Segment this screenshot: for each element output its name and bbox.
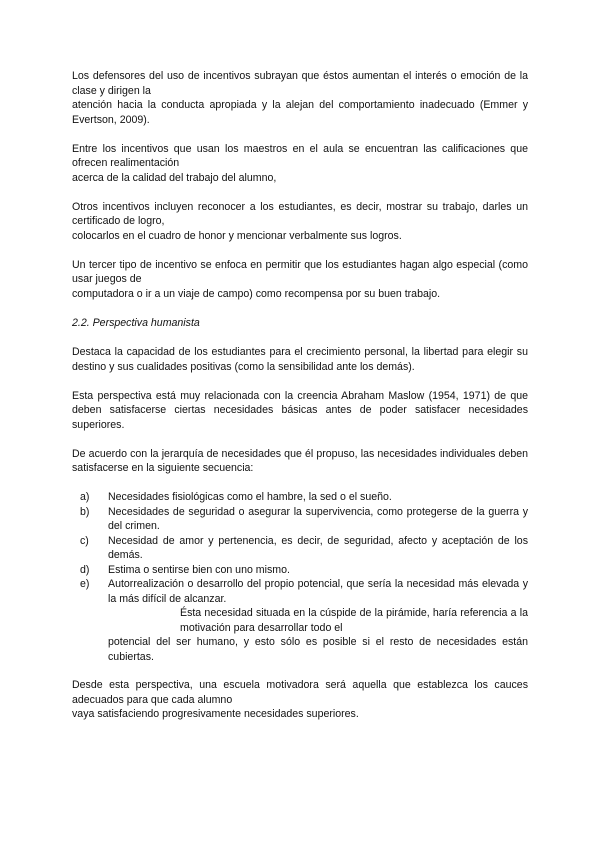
paragraph-line: computadora o ir a un viaje de campo) como recompensa por su buen trabajo. xyxy=(72,287,441,300)
paragraph-line: Otros incentivos incluyen reconocer a los estudiantes, es decir, mostrar su trabajo, darles un certificado de logro, xyxy=(72,200,528,227)
list-item-text: Necesidad de amor y pertenencia, es decir, de seguridad, afecto y aceptación de los demás. xyxy=(108,534,528,561)
list-item xyxy=(72,505,528,534)
list-marker: d) xyxy=(80,563,90,576)
paragraph-line: Entre los incentivos que usan los maestros en el aula se encuentran las calificaciones que ofrecen realimentación xyxy=(72,142,528,169)
paragraph-humanist-capacity xyxy=(72,345,528,374)
list-item xyxy=(72,534,528,563)
paragraph-line: colocarlos en el cuadro de honor y mencionar verbalmente sus logros. xyxy=(72,229,402,242)
paragraph-line: Ésta necesidad situada en la cúspide de la pirámide, haría referencia a la motivación para desarrollar todo el xyxy=(180,607,528,634)
list-marker: e) xyxy=(80,578,90,590)
paragraph-grades-incentives xyxy=(72,142,528,186)
paragraph-third-incentive xyxy=(72,258,528,302)
list-item-continuation xyxy=(108,606,528,664)
list-item-text: Necesidades de seguridad o asegurar la supervivencia, como protegerse de la guerra y del crimen. xyxy=(108,505,528,532)
paragraph-recognition-incentives xyxy=(72,200,528,244)
paragraph-text: De acuerdo con la jerarquía de necesidades que él propuso, las necesidades individuales deben satisfacerse en la siguiente secuencia: xyxy=(72,447,528,474)
list-marker: b) xyxy=(80,505,90,518)
list-item-text: Estima o sentirse bien con uno mismo. xyxy=(108,563,290,576)
list-item-text: Autorrealización o desarrollo del propio potencial, que sería la necesidad más elevada y la más difícil de alcanzar. xyxy=(108,578,528,605)
paragraph-text: Destaca la capacidad de los estudiantes para el crecimiento personal, la libertad para elegir su destino y sus cualidades positivas (como la sensibilidad ante los demás). xyxy=(72,346,528,373)
list-item xyxy=(72,577,528,664)
paragraph-hierarchy xyxy=(72,447,528,476)
paragraph-line: vaya satisfaciendo progresivamente necesidades superiores. xyxy=(72,708,359,720)
paragraph-text: Esta perspectiva está muy relacionada con la creencia Abraham Maslow (1954, 1971) de que deben satisfacerse ciertas necesidades básicas antes de poder satisfacer necesidades superiores. xyxy=(72,389,528,431)
paragraph-line: Los defensores del uso de incentivos subrayan que éstos aumentan el interés o emoción de la clase y dirigen la xyxy=(72,70,528,97)
paragraph-maslow xyxy=(72,389,528,433)
paragraph-motivating-school xyxy=(72,678,528,722)
section-heading: 2.2. Perspectiva humanista xyxy=(72,316,200,329)
paragraph-line: atención hacia la conducta apropiada y la alejan del comportamiento inadecuado (Emmer y Evertson, 2009). xyxy=(72,99,528,126)
needs-list xyxy=(72,490,528,664)
paragraph-line: Un tercer tipo de incentivo se enfoca en permitir que los estudiantes hagan algo especial (como usar juegos de xyxy=(72,258,528,285)
list-item xyxy=(72,490,528,505)
paragraph-incentives-defenders xyxy=(72,69,528,127)
paragraph-line: acerca de la calidad del trabajo del alumno, xyxy=(72,171,277,184)
list-item xyxy=(72,563,528,578)
paragraph-line: potencial del ser humano, y esto sólo es posible si el resto de necesidades están cubiertas. xyxy=(108,636,528,663)
list-marker: a) xyxy=(80,491,90,503)
paragraph-line: Desde esta perspectiva, una escuela motivadora será aquella que establezca los cauces adecuados para que cada alumno xyxy=(72,679,528,706)
list-marker: c) xyxy=(80,534,89,547)
list-item-text: Necesidades fisiológicas como el hambre, la sed o el sueño. xyxy=(108,491,392,503)
